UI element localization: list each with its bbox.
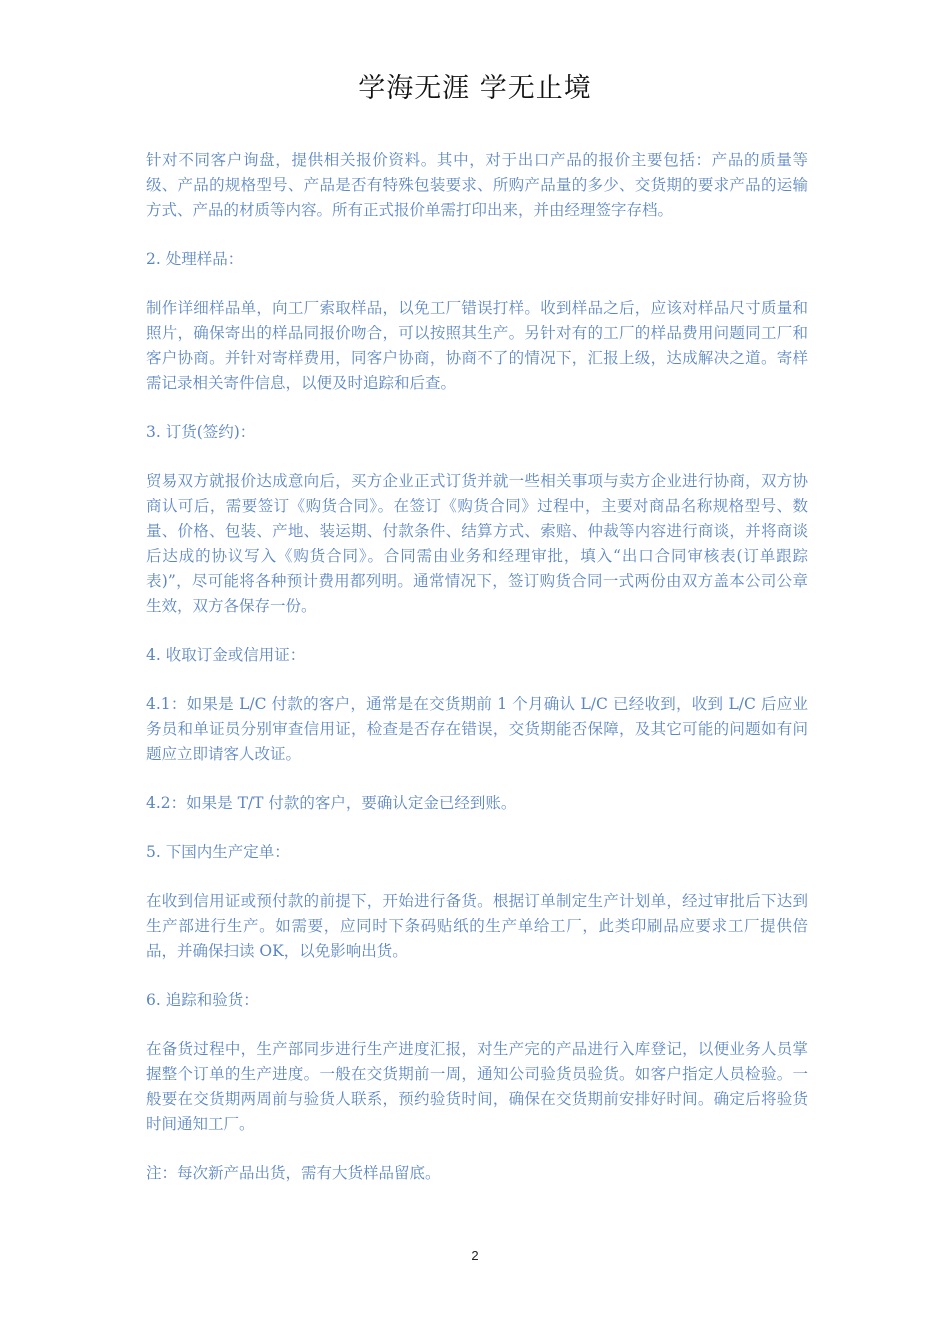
- page-header-title: 学海无涯 学无止境: [358, 73, 592, 104]
- paragraph-lc-payment: 4.1：如果是 L/C 付款的客户，通常是在交货期前 1 个月确认 L/C 已经收到，收到 L/C 后应业务员和单证员分别审查信用证，检查是否存在错误，交货期能否保障，及其它可能的问题如有问题应立即请客人改证。: [146, 695, 808, 763]
- paragraph-quotation: 针对不同客户询盘，提供相关报价资料。其中，对于出口产品的报价主要包括：产品的质量等级、产品的规格型号、产品是否有特殊包装要求、所购产品量的多少、交货期的要求产品的运输方式、产品的材质等内容。所有正式报价单需打印出来，并由经理签字存档。: [146, 151, 808, 219]
- paragraph-tt-payment: 4.2：如果是 T/T 付款的客户，要确认定金已经到账。: [146, 794, 517, 812]
- section-heading-inspection: 6. 追踪和验货：: [146, 991, 259, 1009]
- paragraph-production: 在收到信用证或预付款的前提下，开始进行备货。根据订单制定生产计划单，经过审批后下达到生产部进行生产。如需要，应同时下条码贴纸的生产单给工厂，此类印刷品应要求工厂提供倍品，并确保扫读 OK，以免影响出货。: [146, 892, 808, 960]
- section-heading-ordering: 3. 订货(签约)：: [146, 423, 256, 441]
- section-heading-deposit: 4. 收取订金或信用证：: [146, 646, 306, 664]
- section-heading-samples: 2. 处理样品：: [146, 250, 244, 268]
- paragraph-inspection: 在备货过程中，生产部同步进行生产进度汇报，对生产完的产品进行入库登记，以便业务人员掌握整个订单的生产进度。一般在交货期前一周，通知公司验货员验货。如客户指定人员检验。一般要在交货期两周前与验货人联系，预约验货时间，确保在交货期前安排好时间。确定后将验货时间通知工厂。: [146, 1040, 808, 1133]
- page-number: 2: [471, 1248, 479, 1263]
- paragraph-note: 注：每次新产品出货，需有大货样品留底。: [146, 1164, 441, 1182]
- paragraph-ordering: 贸易双方就报价达成意向后，买方企业正式订货并就一些相关事项与卖方企业进行协商，双方协商认可后，需要签订《购货合同》。在签订《购货合同》过程中，主要对商品名称规格型号、数量、价格、包装、产地、装运期、付款条件、结算方式、索赔、仲裁等内容进行商谈，并将商谈后达成的协议写入《购货合同》。合同需由业务和经理审批，填入“出口合同审核表(订单跟踪表)”，尽可能将各种预计费用都列明。通常情况下，签订购货合同一式两份由双方盖本公司公章生效，双方各保存一份。: [146, 472, 808, 615]
- paragraph-samples: 制作详细样品单，向工厂索取样品，以免工厂错误打样。收到样品之后，应该对样品尺寸质量和照片，确保寄出的样品同报价吻合，可以按照其生产。另针对有的工厂的样品费用问题同工厂和客户协商。并针对寄样费用，同客户协商，协商不了的情况下，汇报上级，达成解决之道。寄样需记录相关寄件信息，以便及时追踪和后查。: [146, 299, 808, 392]
- document-body: [146, 148, 808, 1210]
- section-heading-production: 5. 下国内生产定单：: [146, 843, 290, 861]
